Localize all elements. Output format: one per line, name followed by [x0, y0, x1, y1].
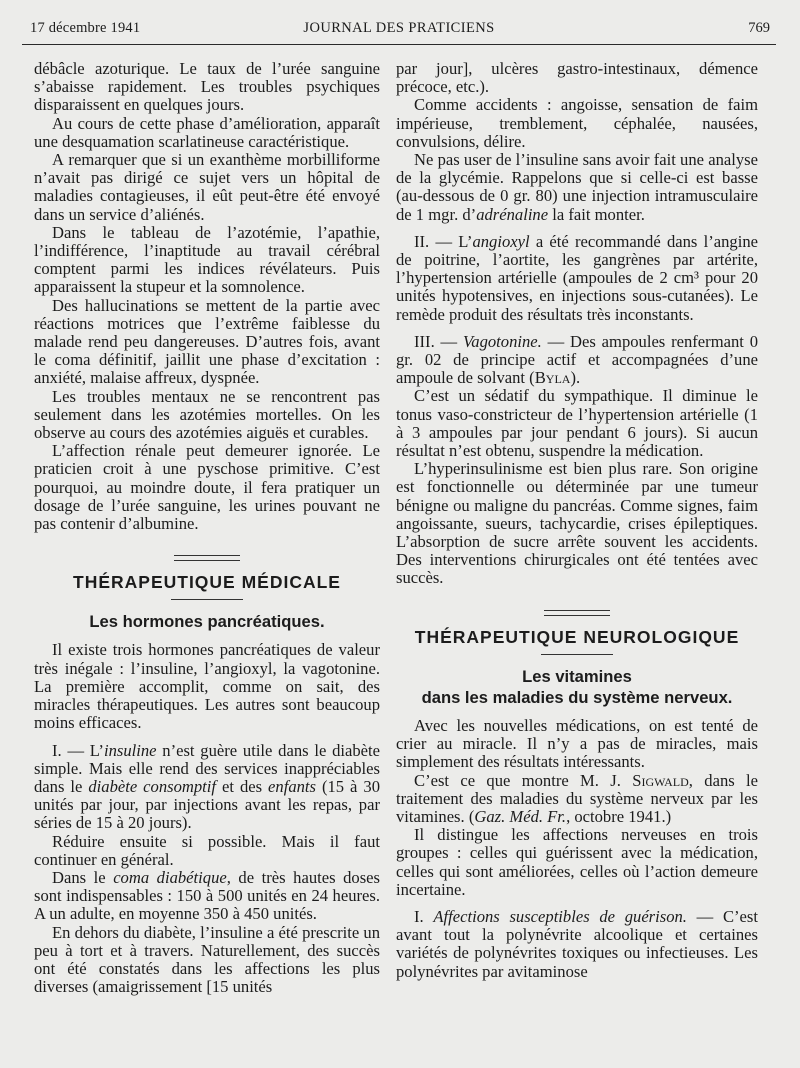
paragraph: Les troubles mentaux ne se rencontrent pas seulement dans les azotémies mortelles. On les observe au cours des azotémies aiguës et curables. — [34, 386, 380, 443]
paragraph: C’est un sédatif du sympathique. Il diminue le tonus vaso-constricteur de l’hypertension artérielle (1 à 3 ampoules par jour pendant 6 jours). Si aucun résultat n’est obtenu, suspendre la médication. — [396, 386, 758, 461]
paragraph: L’hyperinsulinisme est bien plus rare. Son origine est fonctionnelle ou déterminée par une tumeur bénigne ou maligne du pancréas. Comme signes, faim angoissante, sueurs, tachycardie, crises épileptiques. L’absorption de sucre arrête souvent les accidents. Des interventions chirurgicales ont été tentées avec succès. — [396, 459, 758, 588]
page-number: 769 — [748, 20, 770, 36]
article-subtitle: Les vitamines dans les maladies du système nerveux. — [421, 666, 733, 707]
paragraph: Il distingue les affections nerveuses en trois groupes : celles qui guérissent avec la médication, celles qui sont améliorées, celles où l’action demeure incertaine. — [396, 825, 758, 899]
paragraph: En dehors du diabète, l’insuline a été prescrite un peu à tort et à travers. Naturellement, des succès ont été constatés dans les affections les plus diverses (amaigrissement [15 unités — [34, 922, 380, 997]
paragraph: I. Affections susceptibles de guérison. — C’est avant tout la polynévrite alcoolique et certaines variétés de polynévrites toxiques ou infectieuses. Les polynévrites par avitaminose — [396, 906, 758, 981]
short-rule-divider — [171, 599, 243, 600]
paragraph: Dans le coma diabétique, de très hautes doses sont indispensables : 150 à 500 unités en 24 heures. A un adulte, en moyenne 350 à 450 unités. — [34, 867, 380, 924]
running-header — [22, 18, 776, 45]
paragraph: II. — L’angioxyl a été recommandé dans l’angine de poitrine, l’aortite, les gangrènes par artérite, l’hypertension artérielle (ampoules de 2 cm³ pour 20 unités hypotensives, en injections sous-cutanées). Le remède produit des résultats très inconstants. — [396, 231, 758, 324]
section-title: THÉRAPEUTIQUE MÉDICALE — [73, 572, 341, 593]
paragraph: Dans le tableau de l’azotémie, l’apathie, l’indifférence, l’inaptitude au travail cérébral comptent parmi les indices révélateurs. Puis apparaissent la stupeur et la somnolence. — [34, 222, 380, 297]
paragraph: Des hallucinations se mettent de la partie avec réactions motrices que l’extrême faiblesse du malade rend peu dangereuses. D’autres fois, avant le coma définitif, jaillit une phase d’excitation : anxiété, malaise affreux, dyspnée. — [34, 295, 380, 388]
double-rule-divider — [174, 555, 240, 561]
paragraph: Réduire ensuite si possible. Mais il faut continuer en général. — [34, 831, 380, 869]
paragraph: A remarquer que si un exanthème morbilliforme n’avait pas dirigé ce sujet vers un hôpital de maladies contagieuses, il eût peut-être été envoyé dans un service d’aliénés. — [34, 150, 380, 224]
left-column — [34, 60, 380, 996]
paragraph: Il existe trois hormones pancréatiques de valeur très inégale : l’insuline, l’angioxyl, la vagotonine. La première accomplit, comme on sait, des miracles thérapeutiques. Les autres sont beaucoup moins efficaces. — [34, 640, 380, 733]
paragraph: par jour], ulcères gastro-intestinaux, démence précoce, etc.). — [396, 59, 758, 97]
double-rule-divider — [544, 610, 610, 616]
journal-title: JOURNAL DES PRATICIENS — [303, 20, 495, 36]
paragraph: Comme accidents : angoisse, sensation de faim impérieuse, tremblement, céphalée, nausées, convulsions, délire. — [396, 95, 758, 151]
paragraph: III. — Vagotonine. — Des ampoules renfermant 0 gr. 02 de principe actif et accompagnées d’une ampoule de solvant (Byla). — [396, 331, 758, 388]
header-date: 17 décembre 1941 — [30, 20, 141, 36]
paragraph: I. — L’insuline n’est guère utile dans le diabète simple. Mais elle rend des services inappréciables dans le diabète consomptif et des enfants (15 à 30 unités par jour, par injections avant les repas, par séries de 15 à 20 jours). — [34, 740, 381, 833]
section-title: THÉRAPEUTIQUE NEUROLOGIQUE — [414, 626, 740, 647]
paragraph: Au cours de cette phase d’amélioration, apparaît une desquamation scarlatineuse caractéristique. — [34, 113, 380, 151]
short-rule-divider — [541, 654, 613, 655]
paragraph: débâcle azoturique. Le taux de l’urée sanguine s’abaisse rapidement. Les troubles psychiques disparaissent en quelques jours. — [34, 59, 380, 115]
paragraph: Avec les nouvelles médications, on est tenté de crier au miracle. Il n’y a pas de miracles, mais simplement des résultats intéressants. — [396, 715, 758, 772]
paragraph: Ne pas user de l’insuline sans avoir fait une analyse de la glycémie. Rappelons que si celle-ci est basse (au-dessous de 0 gr. 80) une injection intramusculaire de 1 mgr. d’adrénaline la fait monter. — [396, 150, 758, 224]
paragraph: C’est ce que montre M. J. Sigwald, dans le traitement des maladies du système nerveux par les vitamines. (Gaz. Méd. Fr., octobre 1941.) — [396, 770, 759, 826]
right-column — [396, 60, 758, 981]
article-subtitle: Les hormones pancréatiques. — [89, 612, 325, 632]
paragraph: L’affection rénale peut demeurer ignorée. Le praticien croit à une pyschose primitive. C’est pourquoi, au moindre doute, il fera pratiquer un dosage de l’urée sanguine, les urines pouvant ne pas contenir d’albumine. — [34, 441, 380, 534]
